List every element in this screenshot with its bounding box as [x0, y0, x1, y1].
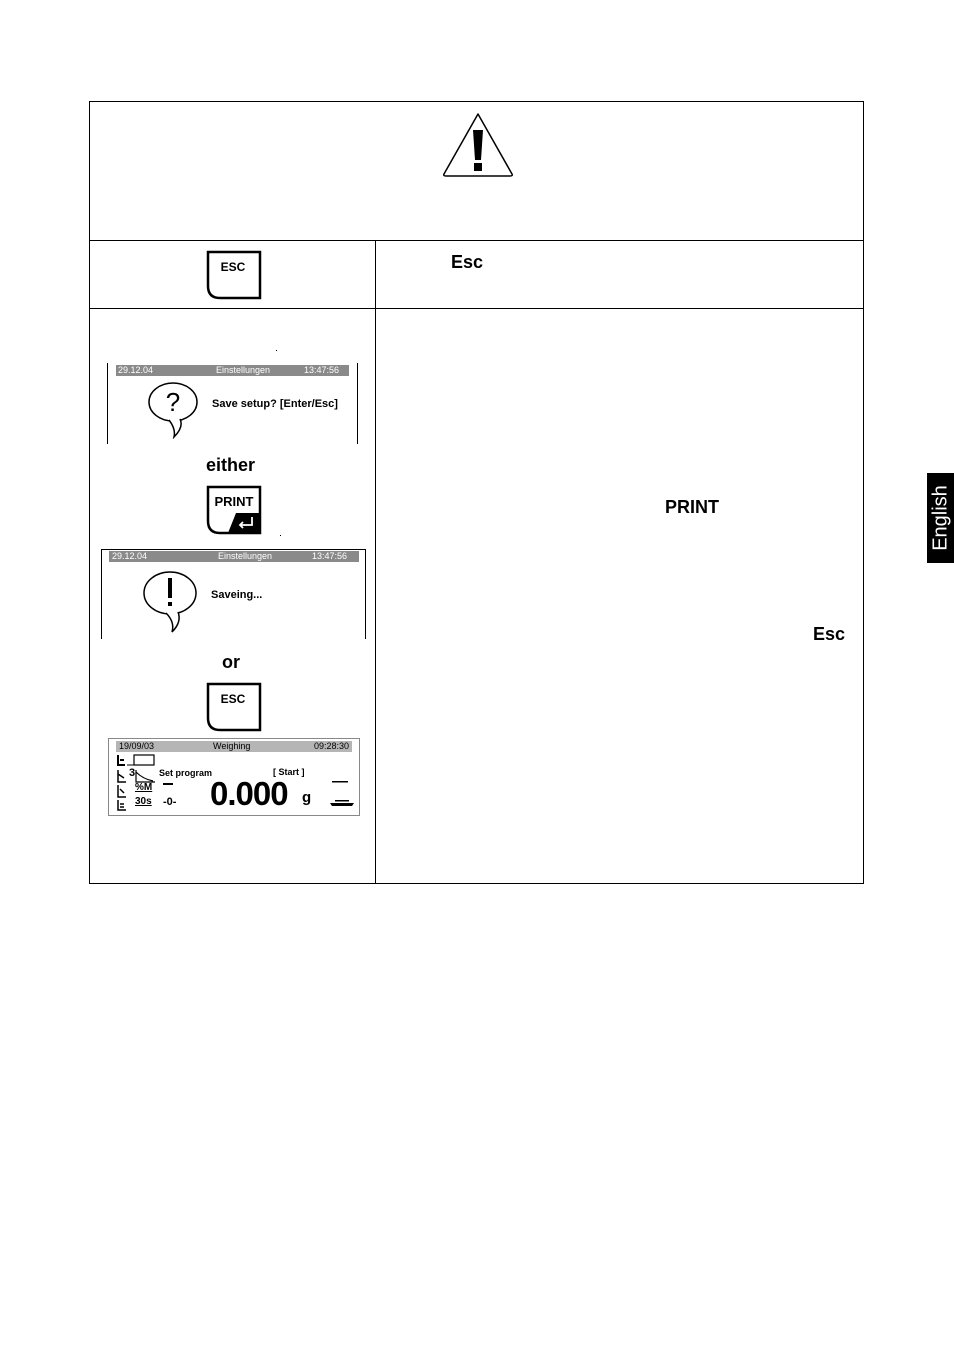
display-weighing: [108, 738, 360, 816]
esc-key-label: ESC: [220, 260, 246, 274]
table-row-divider: [89, 240, 864, 241]
print-keyword: PRINT: [665, 497, 719, 517]
or-label: or: [222, 652, 240, 672]
program-digit: 3: [129, 767, 136, 779]
print-key-label: PRINT: [214, 494, 254, 509]
display-saving: [101, 549, 366, 639]
esc-key[interactable]: [206, 682, 260, 730]
stability-mark: [163, 783, 173, 785]
display-time: 09:28:30: [314, 741, 350, 751]
display-status-bar: [109, 551, 359, 562]
key-outline-icon: [206, 485, 262, 535]
warning-triangle-icon: [441, 110, 515, 178]
print-key[interactable]: [206, 485, 262, 534]
weight-unit: g: [302, 789, 312, 806]
esc-key-label: ESC: [220, 692, 246, 706]
display-time: 13:47:56: [312, 551, 348, 561]
svg-text:?: ?: [165, 387, 181, 417]
dot-mark: [280, 535, 281, 536]
esc-keyword-2: Esc: [813, 624, 846, 644]
scale-pan-icon: [329, 779, 355, 809]
either-label: either: [206, 455, 256, 475]
esc-keyword: Esc: [451, 252, 484, 272]
display-title: Weighing: [213, 741, 251, 751]
language-tab-label: English: [929, 485, 951, 551]
weight-value: 0.000: [210, 775, 288, 812]
table-column-divider: [375, 240, 376, 884]
key-outline-icon: [206, 250, 262, 300]
exclamation-bubble-icon: [142, 570, 198, 634]
display-status-bar: [116, 365, 349, 376]
display-date: 29.12.04: [112, 551, 148, 561]
key-outline-icon: [206, 682, 262, 732]
display-message: Save setup? [Enter/Esc]: [212, 398, 338, 410]
question-bubble-icon: [146, 381, 200, 439]
dot-mark: [276, 350, 277, 351]
display-date: 19/09/03: [119, 741, 155, 751]
set-program-label: Set program: [159, 768, 213, 778]
seconds-label: 30s: [135, 796, 152, 807]
percent-m-label: %M: [135, 782, 153, 793]
start-label[interactable]: [ Start ]: [273, 767, 305, 777]
display-save-prompt: [107, 363, 358, 444]
zero-indicator: -0-: [163, 796, 177, 808]
display-date: 29.12.04: [118, 365, 154, 375]
language-tab[interactable]: [927, 473, 954, 563]
display-title: Einstellungen: [216, 365, 271, 375]
esc-key[interactable]: [206, 250, 260, 298]
display-time: 13:47:56: [304, 365, 340, 375]
display-title: Einstellungen: [218, 551, 273, 561]
table-row-divider: [89, 308, 864, 309]
display-message: Saveing...: [211, 589, 263, 601]
display-status-bar: [116, 741, 352, 752]
